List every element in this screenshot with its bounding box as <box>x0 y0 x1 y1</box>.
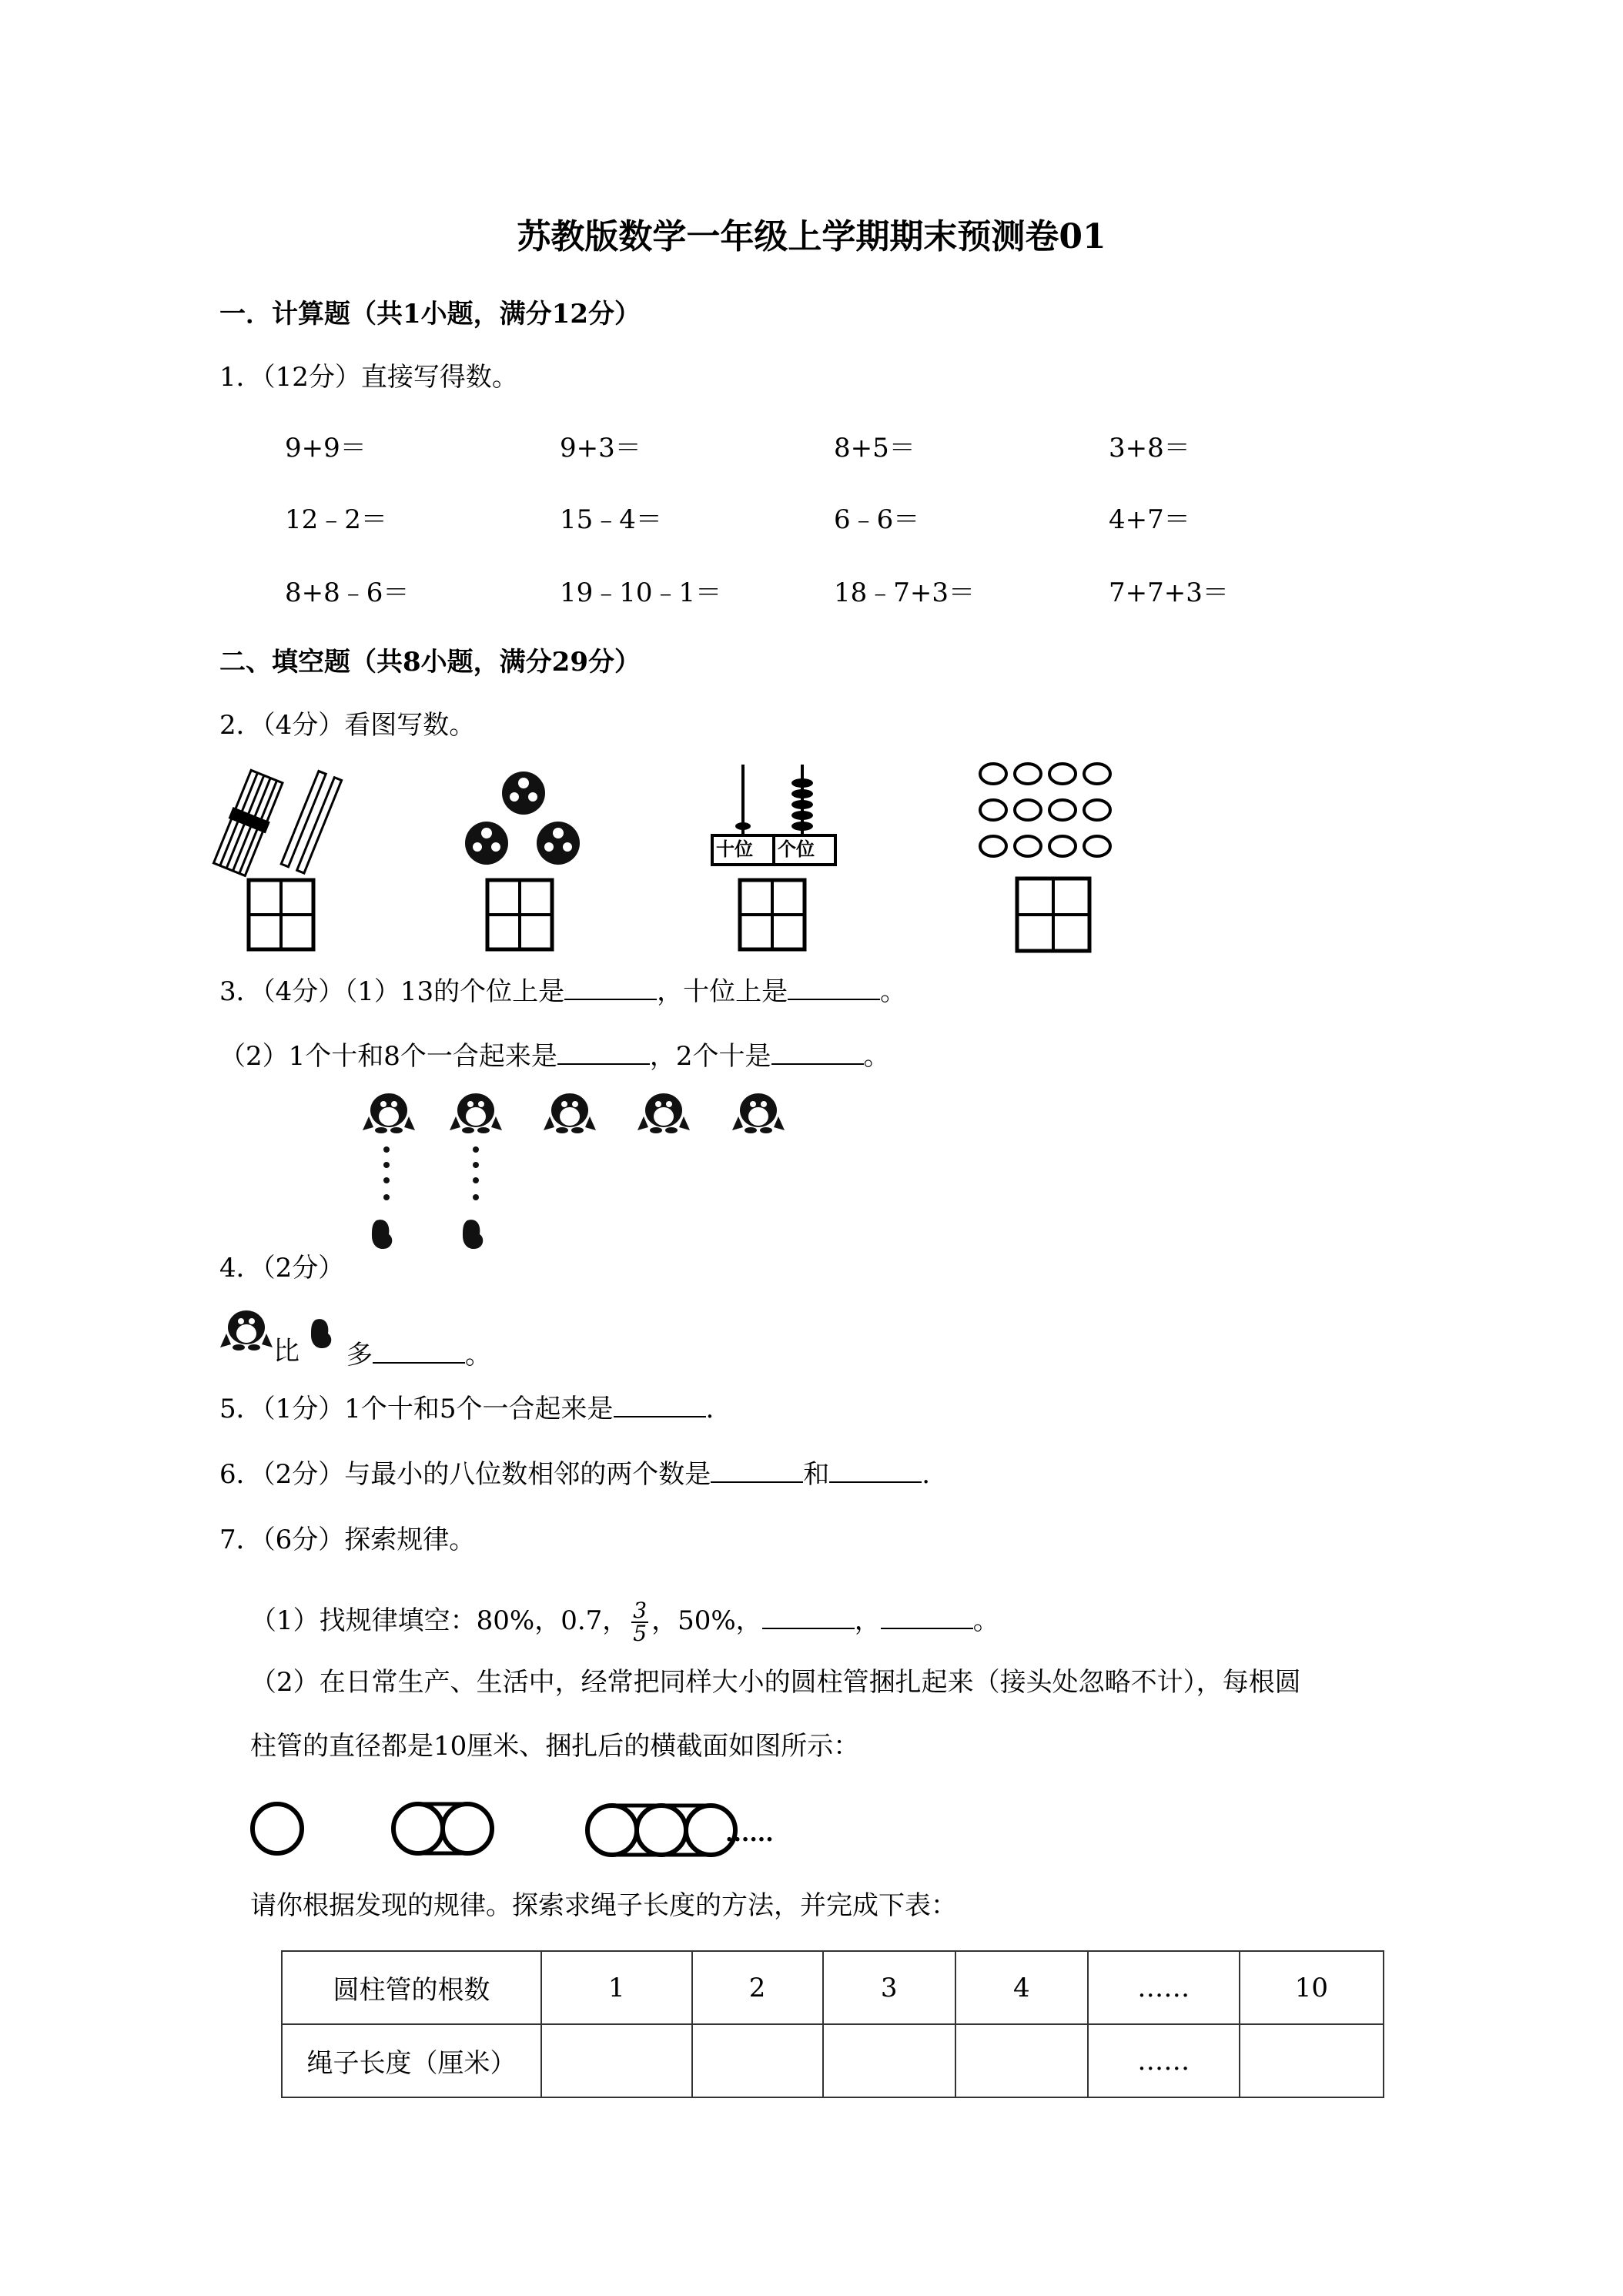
stick-bundle-figure <box>216 770 354 878</box>
q1-item: 19﹣10﹣1＝ <box>560 577 722 608</box>
table-input-cell[interactable] <box>541 2024 692 2097</box>
q7-text: ， <box>854 1605 881 1636</box>
abacus-ones-label: 个位 <box>778 838 815 860</box>
q3-line-1 <box>219 976 906 1008</box>
q7-part-2-line-1: （2）在日常生产、生活中，经常把同样大小的圆柱管捆扎起来（接头处忽略不计），每根圆 <box>250 1667 1301 1698</box>
table-cell: 1 <box>541 1951 692 2024</box>
answer-box[interactable] <box>1015 876 1092 953</box>
q7-text: 。 <box>972 1605 999 1636</box>
q7-part-3: 请你根据发现的规律。探索求绳子长度的方法，并完成下表： <box>250 1890 957 1921</box>
q5 <box>219 1394 714 1425</box>
q1-item: 9+9＝ <box>285 433 366 464</box>
q4-stem: 4．（2分） <box>219 1253 345 1284</box>
page-title: 苏教版数学一年级上学期期末预测卷01 <box>517 217 1106 256</box>
answer-blank[interactable] <box>829 1460 922 1483</box>
q6-text: 6．（2分）与最小的八位数相邻的两个数是 <box>219 1459 711 1490</box>
circles-figure <box>974 762 1120 862</box>
section-1-heading: 一．计算题（共1小题，满分12分） <box>219 299 641 330</box>
q3-text: ，十位上是 <box>657 976 788 1007</box>
answer-blank[interactable] <box>614 1394 706 1417</box>
q1-item: 6﹣6＝ <box>834 504 920 535</box>
answer-blank[interactable] <box>762 1606 855 1629</box>
q5-end: . <box>705 1394 714 1424</box>
q7-text: （1）找规律填空：80%，0.7， <box>250 1605 629 1636</box>
table-cell: …… <box>1088 2024 1240 2097</box>
q3-text: 3．（4分）（1）13的个位上是 <box>219 976 565 1007</box>
q1-item: 9+3＝ <box>560 433 641 464</box>
q1-item: 12﹣2＝ <box>285 504 387 535</box>
table-row <box>282 2024 1384 2097</box>
answer-blank[interactable] <box>557 1042 650 1065</box>
table-cell: …… <box>1088 1951 1240 2024</box>
q1-item: 4+7＝ <box>1109 504 1190 535</box>
table-header-cell: 圆柱管的根数 <box>282 1951 541 2024</box>
table-cell: 4 <box>955 1951 1088 2024</box>
answer-box[interactable] <box>738 878 807 952</box>
q1-item: 7+7+3＝ <box>1109 577 1229 608</box>
balls-figure <box>462 766 585 874</box>
q7-stem: 7．（6分）探索规律。 <box>219 1525 476 1555</box>
q1-item: 8+5＝ <box>834 433 915 464</box>
q7-part-2-line-2: 柱管的直径都是10厘米、捆扎后的横截面如图所示： <box>250 1731 860 1762</box>
q5-text: 5．（1分）1个十和5个一合起来是 <box>219 1394 614 1424</box>
q1-item: 15﹣4＝ <box>560 504 662 535</box>
q2-stem: 2．（4分）看图写数。 <box>219 710 476 741</box>
table-input-cell[interactable] <box>1240 2024 1384 2097</box>
table-header-cell: 绳子长度（厘米） <box>282 2024 541 2097</box>
fraction <box>631 1600 648 1645</box>
q3-line-2 <box>219 1041 890 1073</box>
mitten-icon <box>306 1317 345 1360</box>
penguins-mittens-figure <box>350 1093 828 1278</box>
abacus-tens-label: 十位 <box>716 838 753 860</box>
q3-text: （2）1个十和8个一合起来是 <box>219 1041 557 1072</box>
answer-blank[interactable] <box>711 1460 803 1483</box>
table-input-cell[interactable] <box>955 2024 1088 2097</box>
table-input-cell[interactable] <box>692 2024 823 2097</box>
rope-length-table <box>281 1950 1384 2098</box>
q1-stem: 1．（12分）直接写得数。 <box>219 362 518 393</box>
fraction-numerator: 3 <box>633 1598 648 1623</box>
q4-answer <box>346 1340 491 1371</box>
q4-end: 。 <box>465 1340 491 1371</box>
answer-blank[interactable] <box>564 977 657 1000</box>
section-2-heading: 二、填空题（共8小题，满分29分） <box>219 647 641 678</box>
q1-item: 8+8﹣6＝ <box>285 577 410 608</box>
q3-text: 。 <box>863 1041 890 1072</box>
answer-blank[interactable] <box>788 977 880 1000</box>
q4-more-text: 多 <box>346 1340 373 1371</box>
answer-blank[interactable] <box>771 1042 864 1065</box>
q3-text: ，2个十是 <box>649 1041 771 1072</box>
q7-text: ，50%， <box>651 1605 762 1636</box>
table-input-cell[interactable] <box>823 2024 955 2097</box>
tubes-figure <box>246 1794 785 1871</box>
q6 <box>219 1459 930 1491</box>
table-cell: 10 <box>1240 1951 1384 2024</box>
q6-text: 和 <box>803 1459 830 1490</box>
q1-item: 18﹣7+3＝ <box>834 577 975 608</box>
q4-compare-text: 比 <box>273 1336 300 1367</box>
answer-blank[interactable] <box>881 1606 973 1629</box>
q6-end: . <box>922 1459 931 1490</box>
q3-text: 。 <box>880 976 907 1007</box>
fraction-denominator: 5 <box>633 1621 648 1646</box>
penguin-icon <box>223 1309 269 1355</box>
answer-blank[interactable] <box>373 1340 465 1364</box>
table-cell: 2 <box>692 1951 823 2024</box>
tubes-ellipsis: ...... <box>725 1820 774 1847</box>
answer-box[interactable] <box>246 878 316 952</box>
q7-part-1 <box>250 1600 999 1645</box>
table-row <box>282 1951 1384 2024</box>
table-cell: 3 <box>823 1951 955 2024</box>
answer-box[interactable] <box>485 878 554 952</box>
q1-item: 3+8＝ <box>1109 433 1190 464</box>
